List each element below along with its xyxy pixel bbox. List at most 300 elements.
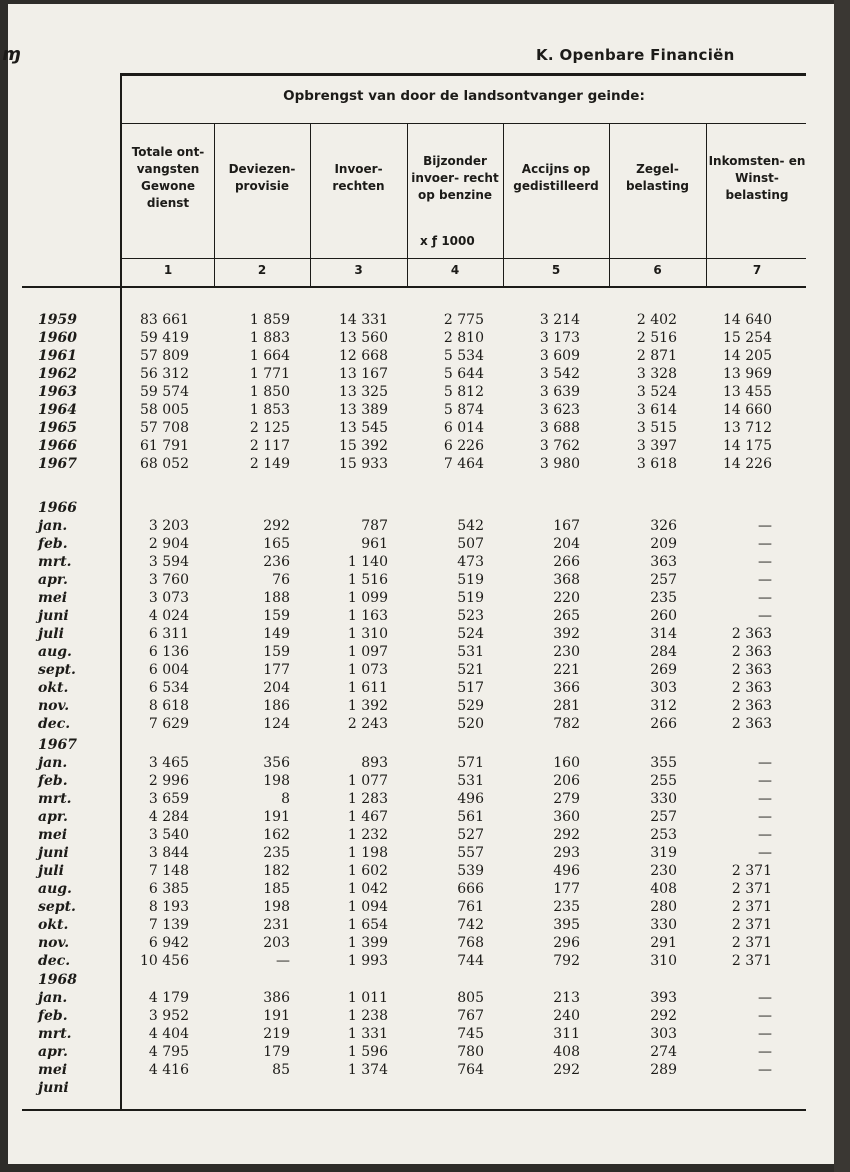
table-cell: 356 [263, 755, 290, 771]
column-divider [310, 124, 311, 286]
table-cell: — [758, 1062, 772, 1078]
table-cell: 2 243 [347, 716, 388, 732]
table-cell: 179 [263, 1044, 290, 1060]
row-label: 1960 [38, 330, 77, 346]
table-cell: 3 952 [148, 1008, 189, 1024]
column-divider [503, 124, 504, 286]
table-cell: 521 [457, 662, 484, 678]
table-cell: 768 [457, 935, 484, 951]
table-cell: 792 [553, 953, 580, 969]
table-cell: 213 [553, 990, 580, 1006]
section-title: K. Openbare Financiën [536, 46, 735, 64]
table-cell: 4 284 [148, 809, 189, 825]
table-cell: 292 [553, 827, 580, 843]
table-cell: 1 331 [347, 1026, 388, 1042]
table-cell: 395 [553, 917, 580, 933]
table-cell: 13 560 [339, 330, 388, 346]
table-cell: 280 [650, 899, 677, 915]
table-cell: 14 175 [723, 438, 772, 454]
table-cell: 326 [650, 518, 677, 534]
table-cell: 3 762 [539, 438, 580, 454]
table-cell: 5 644 [443, 366, 484, 382]
table-cell: — [758, 608, 772, 624]
table-cell: 1 771 [249, 366, 290, 382]
table-cell: 2 810 [443, 330, 484, 346]
table-cell: 312 [650, 698, 677, 714]
table-cell: 124 [263, 716, 290, 732]
table-cell: 58 005 [140, 402, 189, 418]
table-cell: — [758, 990, 772, 1006]
table-cell: 167 [553, 518, 580, 534]
table-cell: — [758, 845, 772, 861]
table-cell: 296 [553, 935, 580, 951]
table-cell: 6 942 [148, 935, 189, 951]
table-cell: 3 540 [148, 827, 189, 843]
table-cell: 14 640 [723, 312, 772, 328]
column-divider [706, 124, 707, 286]
table-cell: 3 465 [148, 755, 189, 771]
column-number: 7 [752, 263, 762, 277]
row-label: nov. [38, 698, 70, 714]
table-cell: 6 004 [148, 662, 189, 678]
table-cell: 319 [650, 845, 677, 861]
table-cell: — [758, 1008, 772, 1024]
table-cell: 3 203 [148, 518, 189, 534]
column-header-invoerrechten: Invoer- rechten [332, 162, 385, 193]
row-label: 1961 [38, 348, 77, 364]
row-label: okt. [38, 680, 69, 696]
table-cell: 8 193 [148, 899, 189, 915]
table-cell: — [276, 953, 290, 969]
table-cell: 15 254 [723, 330, 772, 346]
table-cell: — [758, 1026, 772, 1042]
table-cell: 2 371 [731, 881, 772, 897]
row-label: apr. [38, 1044, 68, 1060]
row-label: jan. [38, 755, 68, 771]
table-cell: 3 639 [539, 384, 580, 400]
table-cell: 6 311 [148, 626, 189, 642]
row-label: nov. [38, 935, 70, 951]
table-cell: 165 [263, 536, 290, 552]
table-cell: 314 [650, 626, 677, 642]
table-cell: 236 [263, 554, 290, 570]
table-cell: 191 [263, 809, 290, 825]
table-cell: 745 [457, 1026, 484, 1042]
row-label: mrt. [38, 1026, 72, 1042]
table-cell: 1 654 [347, 917, 388, 933]
row-label: 1966 [38, 438, 77, 454]
table-cell: 408 [650, 881, 677, 897]
table-cell: 235 [553, 899, 580, 915]
table-cell: 3 515 [636, 420, 677, 436]
table-cell: 221 [553, 662, 580, 678]
table-cell: 289 [650, 1062, 677, 1078]
column-header-accijns: Accijns op gedistilleerd [513, 162, 599, 193]
table-cell: 1 310 [347, 626, 388, 642]
table-cell: 2 363 [731, 716, 772, 732]
table-cell: 5 874 [443, 402, 484, 418]
table-cell: 1 073 [347, 662, 388, 678]
table-cell: — [758, 536, 772, 552]
column-header-bijzonder-invoerrecht: Bijzonder invoer- recht op benzine [411, 153, 499, 202]
table-cell: 188 [263, 590, 290, 606]
row-label-divider [120, 74, 122, 1110]
table-cell: 14 660 [723, 402, 772, 418]
table-cell: 281 [553, 698, 580, 714]
table-cell: 527 [457, 827, 484, 843]
table-cell: 160 [553, 755, 580, 771]
row-label: aug. [38, 881, 72, 897]
table-cell: 13 455 [723, 384, 772, 400]
table-cell: 3 609 [539, 348, 580, 364]
table-cell: 1 042 [347, 881, 388, 897]
row-label: aug. [38, 644, 72, 660]
table-cell: 293 [553, 845, 580, 861]
table-cell: 3 214 [539, 312, 580, 328]
table-cell: 6 226 [443, 438, 484, 454]
table-cell: 531 [457, 644, 484, 660]
table-cell: 330 [650, 917, 677, 933]
table-cell: 780 [457, 1044, 484, 1060]
table-cell: 162 [263, 827, 290, 843]
table-cell: 182 [263, 863, 290, 879]
row-label: feb. [38, 1008, 68, 1024]
table-cell: 230 [650, 863, 677, 879]
row-label: mrt. [38, 554, 72, 570]
row-label: juni [38, 845, 69, 861]
table-cell: 198 [263, 899, 290, 915]
table-cell: 7 629 [148, 716, 189, 732]
row-label: sept. [38, 899, 76, 915]
row-label: mei [38, 590, 68, 606]
table-cell: 10 456 [140, 953, 189, 969]
table-cell: 1 399 [347, 935, 388, 951]
table-cell: 507 [457, 536, 484, 552]
table-cell: 14 226 [723, 456, 772, 472]
table-cell: 235 [650, 590, 677, 606]
table-cell: 85 [272, 1062, 290, 1078]
row-label: apr. [38, 809, 68, 825]
top-rule [120, 73, 806, 76]
table-cell: 1 238 [347, 1008, 388, 1024]
page-edge [834, 0, 850, 1172]
table-cell: 542 [457, 518, 484, 534]
table-cell: 529 [457, 698, 484, 714]
table-cell: 240 [553, 1008, 580, 1024]
table-cell: 8 [281, 791, 290, 807]
table-cell: — [758, 773, 772, 789]
table-cell: 1 097 [347, 644, 388, 660]
table-cell: 3 623 [539, 402, 580, 418]
row-label: mei [38, 1062, 68, 1078]
table-cell: 3 659 [148, 791, 189, 807]
table-cell: 260 [650, 608, 677, 624]
table-cell: 4 416 [148, 1062, 189, 1078]
row-label: apr. [38, 572, 68, 588]
table-cell: 523 [457, 608, 484, 624]
table-cell: 557 [457, 845, 484, 861]
table-cell: 1 392 [347, 698, 388, 714]
row-label: 1968 [38, 972, 77, 988]
table-cell: 3 594 [148, 554, 189, 570]
table-cell: 177 [553, 881, 580, 897]
table-cell: 274 [650, 1044, 677, 1060]
table-cell: 191 [263, 1008, 290, 1024]
table-cell: 2 904 [148, 536, 189, 552]
table-cell: 3 688 [539, 420, 580, 436]
column-number: 3 [354, 263, 363, 277]
row-label: 1959 [38, 312, 77, 328]
table-cell: 257 [650, 572, 677, 588]
table-cell: 2 371 [731, 917, 772, 933]
table-cell: 13 712 [723, 420, 772, 436]
table-cell: 2 363 [731, 698, 772, 714]
table-cell: 3 980 [539, 456, 580, 472]
table-cell: 366 [553, 680, 580, 696]
row-label: 1964 [38, 402, 77, 418]
table-cell: 1 853 [249, 402, 290, 418]
group-header-rule [122, 123, 806, 124]
table-cell: 1 859 [249, 312, 290, 328]
unit-label: x ƒ 1000 [420, 234, 475, 248]
table-cell: 266 [650, 716, 677, 732]
table-cell: 6 014 [443, 420, 484, 436]
row-label: 1963 [38, 384, 77, 400]
table-cell: 14 331 [339, 312, 388, 328]
table-cell: 2 363 [731, 644, 772, 660]
table-cell: 186 [263, 698, 290, 714]
table-cell: 519 [457, 572, 484, 588]
table-cell: 149 [263, 626, 290, 642]
table-cell: 473 [457, 554, 484, 570]
table-cell: 2 363 [731, 680, 772, 696]
table-cell: 13 389 [339, 402, 388, 418]
table-cell: 68 052 [140, 456, 189, 472]
table-cell: 209 [650, 536, 677, 552]
table-cell: 3 173 [539, 330, 580, 346]
row-label: 1965 [38, 420, 77, 436]
table-cell: 1 467 [347, 809, 388, 825]
column-number: 1 [163, 263, 173, 277]
table-cell: — [758, 590, 772, 606]
table-cell: 235 [263, 845, 290, 861]
table-cell: 666 [457, 881, 484, 897]
table-cell: 520 [457, 716, 484, 732]
table-cell: 6 385 [148, 881, 189, 897]
row-label: jan. [38, 518, 68, 534]
page-number: ɱ [2, 44, 21, 65]
table-cell: 291 [650, 935, 677, 951]
table-cell: 3 614 [636, 402, 677, 418]
column-number: 2 [257, 263, 267, 277]
table-cell: 177 [263, 662, 290, 678]
table-cell: 1 094 [347, 899, 388, 915]
table-cell: 392 [553, 626, 580, 642]
table-cell: 1 099 [347, 590, 388, 606]
table-cell: 284 [650, 644, 677, 660]
table-cell: 2 117 [249, 438, 290, 454]
table-cell: 203 [263, 935, 290, 951]
table-cell: 12 668 [339, 348, 388, 364]
table-cell: 787 [361, 518, 388, 534]
table-cell: 8 618 [148, 698, 189, 714]
table-cell: 961 [361, 536, 388, 552]
table-cell: 764 [457, 1062, 484, 1078]
table-cell: 255 [650, 773, 677, 789]
table-cell: — [758, 1044, 772, 1060]
table-cell: 292 [650, 1008, 677, 1024]
table-cell: 1 850 [249, 384, 290, 400]
table-cell: 355 [650, 755, 677, 771]
table-cell: 1 596 [347, 1044, 388, 1060]
table-cell: 2 775 [443, 312, 484, 328]
table-cell: 198 [263, 773, 290, 789]
row-label: dec. [38, 953, 71, 969]
table-cell: 2 371 [731, 899, 772, 915]
table-cell: 1 516 [347, 572, 388, 588]
table-cell: 6 136 [148, 644, 189, 660]
table-cell: 2 996 [148, 773, 189, 789]
table-cell: — [758, 791, 772, 807]
group-header: Opbrengst van door de landsontvanger geinde: [283, 88, 645, 104]
column-header-deviezenprovisie: Deviezen- provisie [228, 162, 296, 193]
table-cell: 7 148 [148, 863, 189, 879]
row-label: 1967 [38, 737, 77, 753]
column-number: 5 [551, 263, 561, 277]
table-cell: 292 [263, 518, 290, 534]
row-label: mei [38, 827, 68, 843]
table-cell: 2 371 [731, 863, 772, 879]
table-cell: 204 [553, 536, 580, 552]
table-cell: 3 618 [636, 456, 677, 472]
table-cell: 1 232 [347, 827, 388, 843]
row-label: 1962 [38, 366, 77, 382]
table-cell: 15 933 [339, 456, 388, 472]
table-cell: 159 [263, 608, 290, 624]
header-bottom-rule [22, 286, 806, 288]
table-cell: 269 [650, 662, 677, 678]
table-cell: — [758, 518, 772, 534]
table-cell: 1 283 [347, 791, 388, 807]
table-cell: 1 664 [249, 348, 290, 364]
row-label: juni [38, 608, 69, 624]
table-cell: 782 [553, 716, 580, 732]
row-label: feb. [38, 773, 68, 789]
table-cell: 265 [553, 608, 580, 624]
table-cell: 539 [457, 863, 484, 879]
table-cell: 303 [650, 1026, 677, 1042]
row-label: juli [38, 863, 64, 879]
table-cell: 6 534 [148, 680, 189, 696]
column-divider [407, 124, 408, 286]
table-cell: 266 [553, 554, 580, 570]
table-cell: 1 374 [347, 1062, 388, 1078]
row-label: juni [38, 1080, 69, 1096]
table-cell: 3 542 [539, 366, 580, 382]
table-cell: 517 [457, 680, 484, 696]
table-cell: 220 [553, 590, 580, 606]
row-label: okt. [38, 917, 69, 933]
table-cell: 159 [263, 644, 290, 660]
table-cell: 2 371 [731, 935, 772, 951]
table-cell: 742 [457, 917, 484, 933]
table-cell: — [758, 572, 772, 588]
table-cell: 1 011 [347, 990, 388, 1006]
table-cell: 1 611 [347, 680, 388, 696]
table-cell: 531 [457, 773, 484, 789]
table-cell: 330 [650, 791, 677, 807]
row-label: dec. [38, 716, 71, 732]
table-cell: 496 [457, 791, 484, 807]
table-cell: 2 402 [636, 312, 677, 328]
row-label: 1966 [38, 500, 77, 516]
row-label: juli [38, 626, 64, 642]
table-cell: 2 125 [249, 420, 290, 436]
table-cell: — [758, 827, 772, 843]
table-cell: 310 [650, 953, 677, 969]
table-cell: 206 [553, 773, 580, 789]
table-cell: 3 844 [148, 845, 189, 861]
row-label: feb. [38, 536, 68, 552]
table-cell: 2 871 [636, 348, 677, 364]
row-label: mrt. [38, 791, 72, 807]
table-cell: 257 [650, 809, 677, 825]
table-cell: 4 024 [148, 608, 189, 624]
column-number: 6 [653, 263, 662, 277]
table-cell: — [758, 554, 772, 570]
bottom-rule [22, 1109, 806, 1111]
table-cell: 56 312 [140, 366, 189, 382]
table-cell: 805 [457, 990, 484, 1006]
table-cell: 4 404 [148, 1026, 189, 1042]
table-cell: 1 602 [347, 863, 388, 879]
table-cell: 744 [457, 953, 484, 969]
table-cell: 7 464 [443, 456, 484, 472]
table-cell: 185 [263, 881, 290, 897]
table-cell: 83 661 [140, 312, 189, 328]
table-cell: 57 809 [140, 348, 189, 364]
table-cell: 1 993 [347, 953, 388, 969]
table-cell: 3 328 [636, 366, 677, 382]
table-cell: 57 708 [140, 420, 189, 436]
table-cell: 408 [553, 1044, 580, 1060]
table-cell: 2 371 [731, 953, 772, 969]
table-cell: 59 574 [140, 384, 189, 400]
table-cell: 13 545 [339, 420, 388, 436]
column-header-zegelbelasting: Zegel- belasting [625, 162, 690, 193]
table-cell: — [758, 809, 772, 825]
table-cell: 59 419 [140, 330, 189, 346]
table-cell: 3 760 [148, 572, 189, 588]
table-cell: 279 [553, 791, 580, 807]
table-cell: 5 812 [443, 384, 484, 400]
table-cell: 14 205 [723, 348, 772, 364]
table-cell: 61 791 [140, 438, 189, 454]
column-header-totale-ontvangsten: Totale ont- vangsten Gewone dienst [131, 145, 205, 210]
row-label: 1967 [38, 456, 77, 472]
table-cell: 893 [361, 755, 388, 771]
row-label: sept. [38, 662, 76, 678]
table-cell: 1 140 [347, 554, 388, 570]
table-cell: 761 [457, 899, 484, 915]
table-cell: 386 [263, 990, 290, 1006]
column-number: 4 [450, 263, 460, 277]
table-cell: 2 363 [731, 626, 772, 642]
table-cell: 311 [553, 1026, 580, 1042]
table-cell: 4 179 [148, 990, 189, 1006]
table-cell: 2 516 [636, 330, 677, 346]
table-cell: 3 073 [148, 590, 189, 606]
